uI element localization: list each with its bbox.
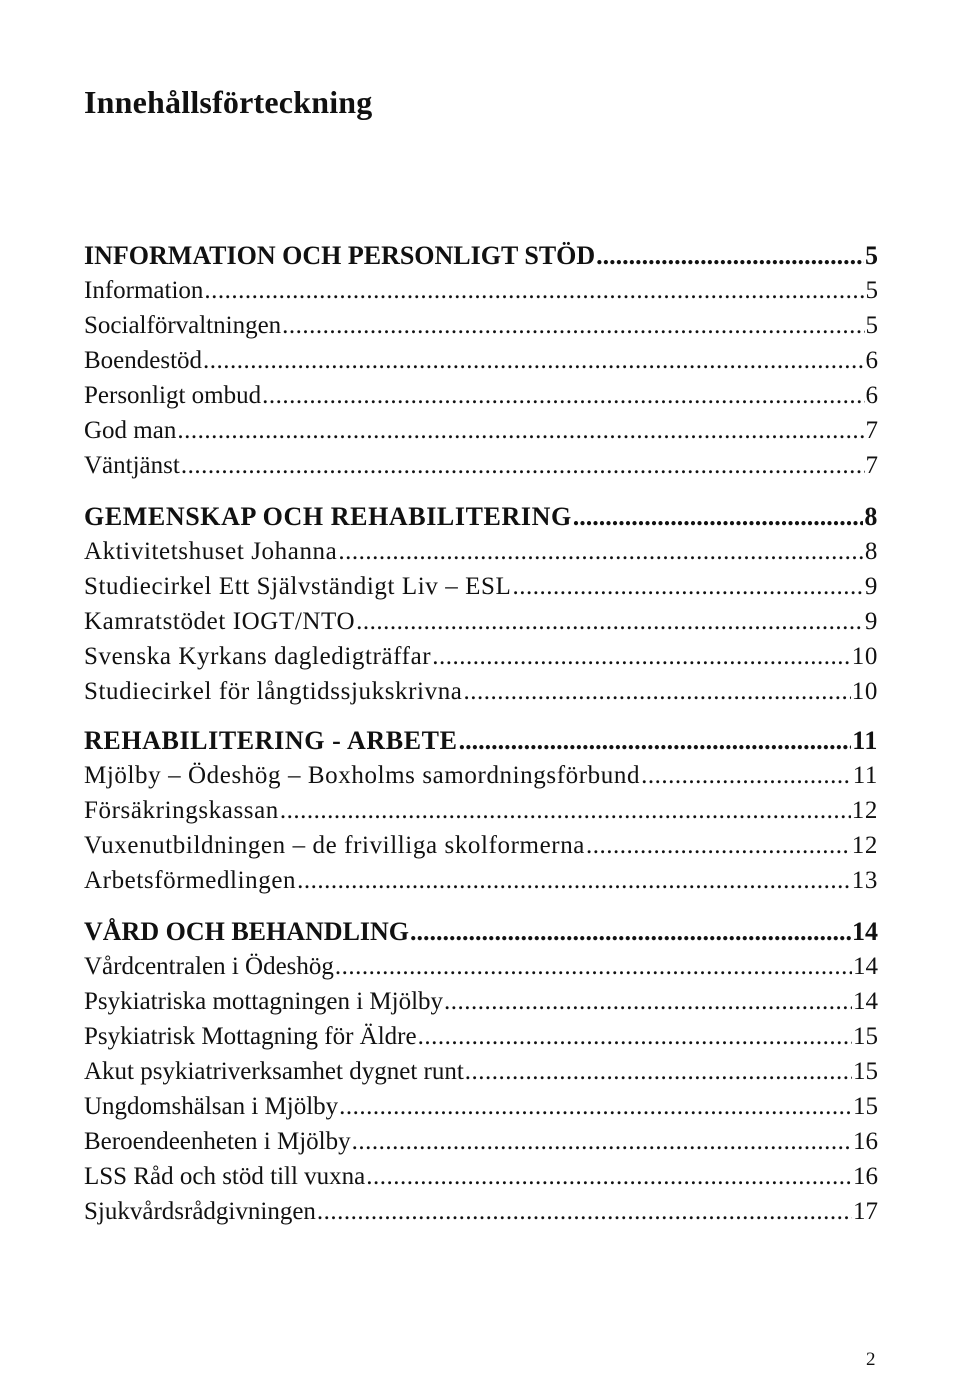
dot-leader xyxy=(596,238,864,273)
toc-page-number: 7 xyxy=(865,452,878,479)
dot-leader xyxy=(352,1124,852,1159)
toc-heading-label: GEMENSKAP OCH REHABILITERING xyxy=(84,502,572,531)
dot-leader xyxy=(366,1159,852,1194)
dot-leader xyxy=(338,534,864,569)
toc-entry-label: Svenska Kyrkans dagledigträffar xyxy=(84,643,432,670)
toc-entry[interactable] xyxy=(84,639,878,674)
toc-entry[interactable] xyxy=(84,448,878,483)
toc-entry-label: Studiecirkel Ett Självständigt Liv – ESL xyxy=(84,573,512,600)
toc-entry-label: Socialförvaltningen xyxy=(84,312,282,339)
toc-entry-label: Aktivitetshuset Johanna xyxy=(84,538,338,565)
toc-entry[interactable] xyxy=(84,1019,878,1054)
dot-leader xyxy=(204,273,864,308)
toc-entry-label: Sjukvårdsrådgivningen xyxy=(84,1198,316,1225)
toc-entry-label: Akut psykiatriverksamhet dygnet runt xyxy=(84,1058,464,1085)
toc-entry-label: Försäkringskassan xyxy=(84,797,279,824)
toc-section xyxy=(84,499,878,709)
toc-entry-label: Mjölby – Ödeshög – Boxholms samordningsförbund xyxy=(84,762,641,789)
toc-heading[interactable] xyxy=(84,499,878,534)
dot-leader xyxy=(573,499,864,534)
toc-page-number: 12 xyxy=(851,832,878,859)
toc-entry[interactable] xyxy=(84,604,878,639)
toc-entry-label: Kamratstödet IOGT/NTO xyxy=(84,608,356,635)
toc-entry[interactable] xyxy=(84,674,878,709)
toc-entry[interactable] xyxy=(84,793,878,828)
toc-section xyxy=(84,723,878,898)
toc-entry-label: LSS Råd och stöd till vuxna xyxy=(84,1163,366,1190)
toc-entry-label: Beroendeenheten i Mjölby xyxy=(84,1128,351,1155)
toc-page-number: 14 xyxy=(853,988,878,1015)
toc-heading[interactable] xyxy=(84,723,878,758)
dot-leader xyxy=(262,378,864,413)
toc-entry[interactable] xyxy=(84,1124,878,1159)
toc-entry-label: Personligt ombud xyxy=(84,382,262,409)
toc-page-number: 15 xyxy=(853,1093,878,1120)
dot-leader xyxy=(317,1194,852,1229)
toc-heading[interactable] xyxy=(84,238,878,273)
table-of-contents xyxy=(84,238,878,1248)
toc-entry[interactable] xyxy=(84,343,878,378)
toc-entry-label: God man xyxy=(84,417,177,444)
toc-entry[interactable] xyxy=(84,758,878,793)
toc-page-number: 14 xyxy=(853,953,878,980)
toc-entry-label: Psykiatrisk Mottagning för Äldre xyxy=(84,1023,417,1050)
toc-entry[interactable] xyxy=(84,308,878,343)
dot-leader xyxy=(465,1054,852,1089)
toc-entry[interactable] xyxy=(84,1054,878,1089)
dot-leader xyxy=(203,343,864,378)
toc-entry-label: Vårdcentralen i Ödeshög xyxy=(84,953,334,980)
toc-heading-label: INFORMATION OCH PERSONLIGT STÖD xyxy=(84,241,596,270)
dot-leader xyxy=(444,984,852,1019)
page-number: 2 xyxy=(866,1349,876,1370)
dot-leader xyxy=(282,308,864,343)
dot-leader xyxy=(512,569,863,604)
toc-heading-label: VÅRD OCH BEHANDLING xyxy=(84,917,410,946)
toc-entry[interactable] xyxy=(84,1089,878,1124)
toc-entry-label: Information xyxy=(84,277,204,304)
toc-entry[interactable] xyxy=(84,273,878,308)
toc-page-number: 11 xyxy=(852,762,878,789)
dot-leader xyxy=(641,758,852,793)
toc-page-number: 8 xyxy=(864,502,878,531)
toc-page-number: 6 xyxy=(865,382,878,409)
dot-leader xyxy=(339,1089,852,1124)
toc-entry-label: Boendestöd xyxy=(84,347,203,374)
dot-leader xyxy=(432,639,851,674)
toc-page-number: 10 xyxy=(851,678,878,705)
toc-page-number: 8 xyxy=(864,538,878,565)
toc-entry[interactable] xyxy=(84,569,878,604)
toc-page-number: 16 xyxy=(853,1163,878,1190)
dot-leader xyxy=(418,1019,852,1054)
toc-entry[interactable] xyxy=(84,413,878,448)
toc-page-number: 10 xyxy=(851,643,878,670)
toc-page-number: 9 xyxy=(864,573,878,600)
toc-page-number: 7 xyxy=(865,417,878,444)
toc-heading-label: REHABILITERING - ARBETE xyxy=(84,726,458,755)
dot-leader xyxy=(464,674,851,709)
dot-leader xyxy=(181,448,865,483)
toc-entry-label: Vuxenutbildningen – de frivilliga skolformerna xyxy=(84,832,585,859)
toc-page-number: 9 xyxy=(864,608,878,635)
toc-page-number: 14 xyxy=(852,917,878,946)
dot-leader xyxy=(459,723,852,758)
toc-page-number: 15 xyxy=(853,1058,878,1085)
toc-entry[interactable] xyxy=(84,863,878,898)
toc-page-number: 13 xyxy=(851,867,878,894)
toc-page-number: 11 xyxy=(852,726,878,755)
toc-entry-label: Ungdomshälsan i Mjölby xyxy=(84,1093,339,1120)
dot-leader xyxy=(356,604,864,639)
dot-leader xyxy=(297,863,851,898)
toc-page-number: 6 xyxy=(865,347,878,374)
toc-page-number: 5 xyxy=(865,312,878,339)
dot-leader xyxy=(586,828,851,863)
toc-entry-label: Psykiatriska mottagningen i Mjölby xyxy=(84,988,444,1015)
toc-entry[interactable] xyxy=(84,1194,878,1229)
toc-entry[interactable] xyxy=(84,949,878,984)
toc-page-number: 17 xyxy=(853,1198,878,1225)
toc-section xyxy=(84,914,878,1229)
toc-entry-label: Arbetsförmedlingen xyxy=(84,867,297,894)
toc-entry[interactable] xyxy=(84,984,878,1019)
dot-leader xyxy=(177,413,864,448)
toc-entry[interactable] xyxy=(84,534,878,569)
page-title: Innehållsförteckning xyxy=(84,84,373,120)
toc-page-number: 16 xyxy=(853,1128,878,1155)
toc-entry-label: Väntjänst xyxy=(84,452,180,479)
dot-leader xyxy=(335,949,852,984)
toc-page-number: 12 xyxy=(851,797,878,824)
toc-page-number: 5 xyxy=(865,277,878,304)
toc-section xyxy=(84,238,878,483)
toc-entry[interactable] xyxy=(84,1159,878,1194)
dot-leader xyxy=(410,914,851,949)
dot-leader xyxy=(280,793,851,828)
toc-page-number: 5 xyxy=(865,241,878,270)
toc-entry-label: Studiecirkel för långtidssjukskrivna xyxy=(84,678,463,705)
toc-entry[interactable] xyxy=(84,828,878,863)
toc-page-number: 15 xyxy=(853,1023,878,1050)
toc-entry[interactable] xyxy=(84,378,878,413)
toc-heading[interactable] xyxy=(84,914,878,949)
